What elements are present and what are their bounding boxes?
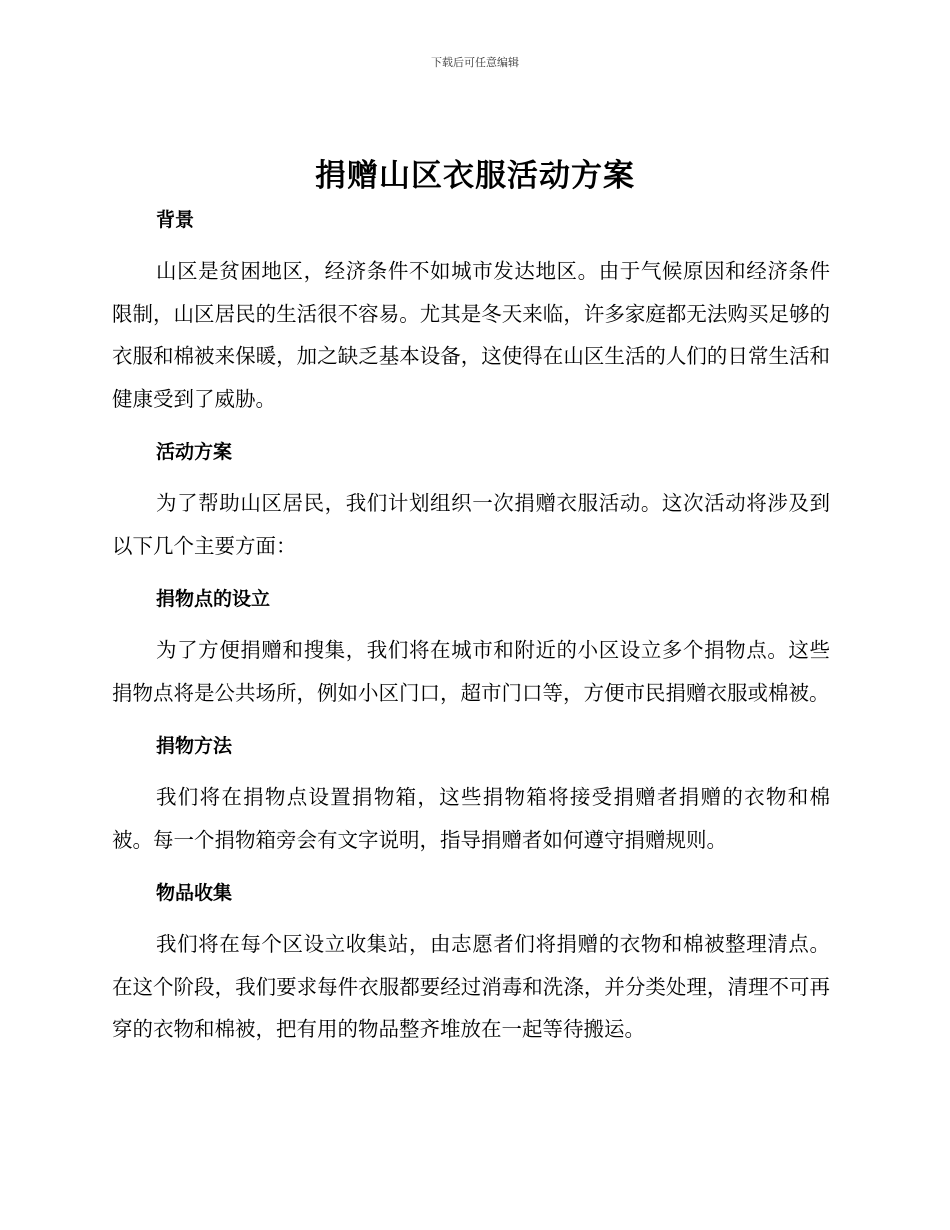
section-paragraph: 我们将在捐物点设置捐物箱，这些捐物箱将接受捐赠者捐赠的衣物和棉被。每一个捐物箱旁会有文字说明，指导捐赠者如何遵守捐赠规则。	[112, 785, 830, 852]
page-title: 捐赠山区衣服活动方案	[315, 158, 635, 194]
section-heading: 捐物方法	[156, 735, 233, 757]
section-heading: 捐物点的设立	[156, 588, 271, 610]
section-donation-points	[112, 579, 830, 726]
section-paragraph: 山区是贫困地区，经济条件不如城市发达地区。由于气候原因和经济条件限制，山区居民的生活很不容易。尤其是冬天来临，许多家庭都无法购买足够的衣服和棉被来保暖，加之缺乏基本设备，这使得在山区生活的人们的日常生活和健康受到了威胁。	[112, 259, 830, 411]
section-activity-plan	[112, 432, 830, 579]
header-note: 下载后可任意编辑	[431, 56, 519, 69]
section-heading: 背景	[156, 209, 195, 231]
section-paragraph: 为了方便捐赠和搜集，我们将在城市和附近的小区设立多个捐物点。这些捐物点将是公共场所，例如小区门口，超市门口等，方便市民捐赠衣服或棉被。	[112, 638, 830, 705]
section-paragraph: 我们将在每个区设立收集站，由志愿者们将捐赠的衣物和棉被整理清点。在这个阶段，我们要求每件衣服都要经过消毒和洗涤，并分类处理，清理不可再穿的衣物和棉被，把有用的物品整齐堆放在一起等待搬运。	[112, 932, 830, 1041]
section-heading: 物品收集	[156, 882, 233, 904]
section-paragraph: 为了帮助山区居民，我们计划组织一次捐赠衣服活动。这次活动将涉及到以下几个主要方面：	[112, 491, 830, 558]
section-heading: 活动方案	[156, 441, 233, 463]
section-background	[112, 200, 830, 432]
section-donation-method	[112, 726, 830, 873]
section-collection	[112, 873, 830, 1051]
document-body	[112, 200, 830, 1051]
